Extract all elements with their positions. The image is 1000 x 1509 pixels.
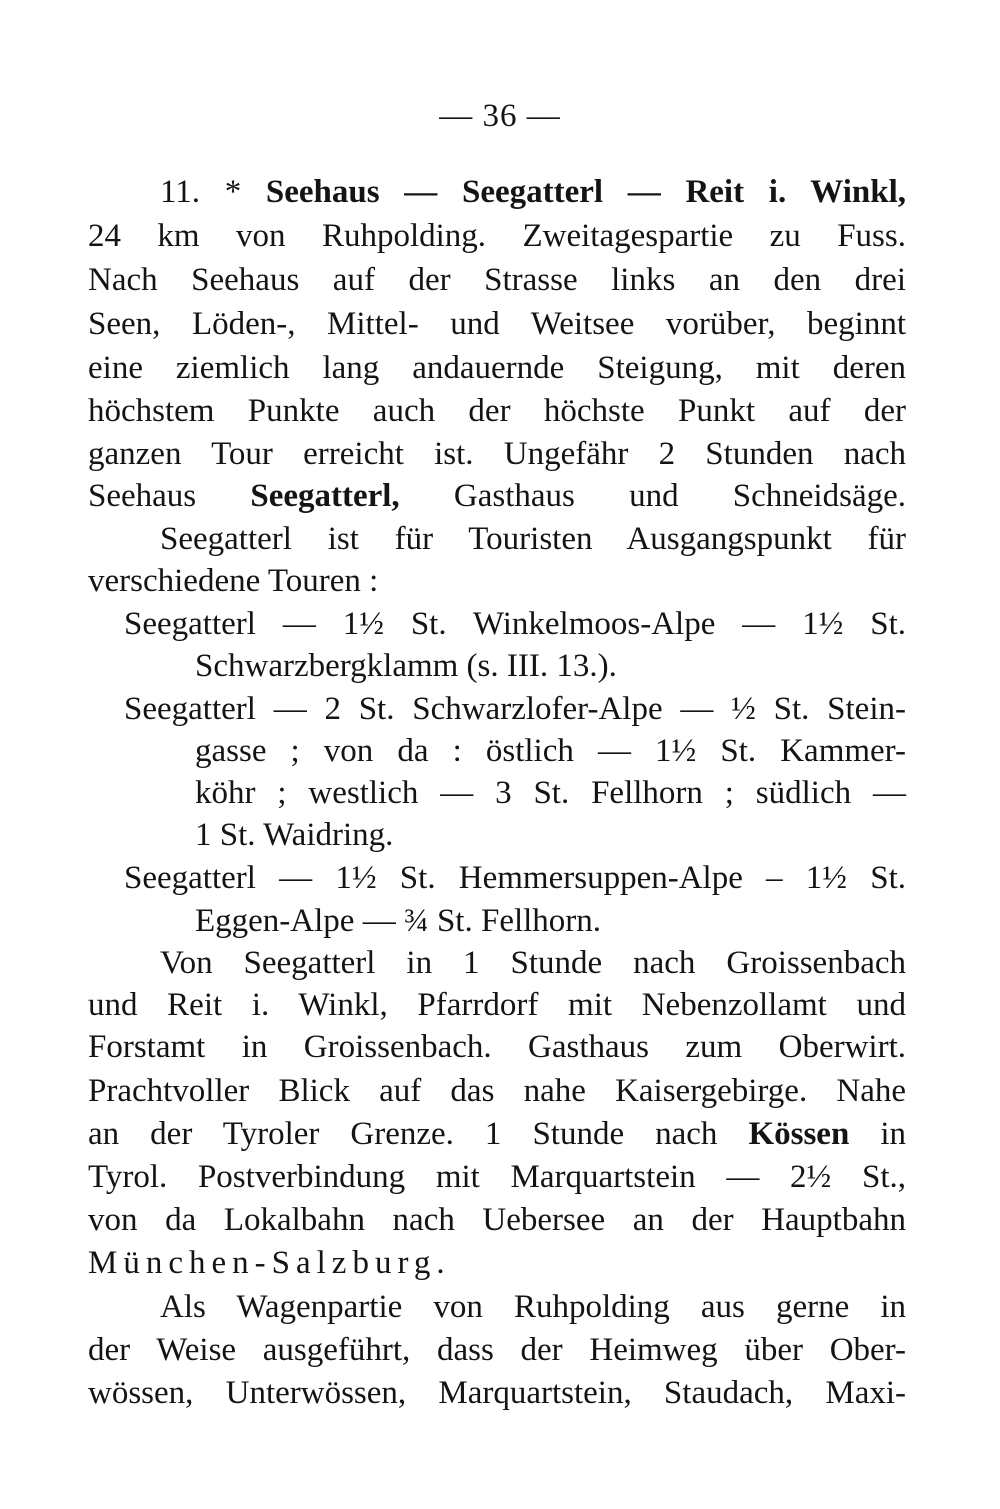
text-line: München-Salzburg. [88,1245,451,1281]
text-line: Seehaus Seegatterl, Gasthaus und Schneidsäge. [88,478,906,514]
text-line: verschiedene Touren : [88,563,379,599]
text-line: der Weise ausgeführt, dass der Heimweg über Ober- [88,1332,906,1368]
place-koessen: Kössen [748,1116,850,1152]
text-line: Von Seegatterl in 1 Stunde nach Groissenbach [160,945,906,981]
text-line: eine ziemlich lang andauernde Steigung, mit deren [88,350,906,386]
text-line: Nach Seehaus auf der Strasse links an den drei [88,262,906,298]
text-line: 1 St. Waidring. [195,817,394,853]
text-line: Als Wagenpartie von Ruhpolding aus gerne in [160,1289,906,1325]
text-line: Schwarzbergklamm (s. III. 13.). [195,648,617,684]
text-line: Seegatterl — 1½ St. Winkelmoos-Alpe — 1½ St. [124,606,906,642]
page-number: — 36 — [439,98,561,134]
text-line: Eggen-Alpe — ¾ St. Fellhorn. [195,903,602,939]
text-line: gasse ; von da : östlich — 1½ St. Kammer- [195,733,906,769]
text-line: Seen, Löden-, Mittel- und Weitsee vorüber, beginnt [88,306,906,342]
text-line: 24 km von Ruhpolding. Zweitagespartie zu Fuss. [88,218,906,254]
route-heading: Seehaus — Seegatterl — Reit i. Winkl, [265,174,906,210]
text-line: Forstamt in Groissenbach. Gasthaus zum Oberwirt. [88,1029,906,1065]
text-line: köhr ; westlich — 3 St. Fellhorn ; südlich — [195,775,906,811]
text-line: 11. * Seehaus — Seegatterl — Reit i. Winkl, [160,174,906,210]
text-line: ganzen Tour erreicht ist. Ungefähr 2 Stunden nach [88,436,906,472]
place-seegatterl: Seegatterl, [250,478,400,514]
text-line: Seegatterl — 1½ St. Hemmersuppen-Alpe – 1½ St. [124,860,906,896]
text-line: Seegatterl — 2 St. Schwarzlofer-Alpe — ½ St. Stein- [124,691,906,727]
text-line: wössen, Unterwössen, Marquartstein, Staudach, Maxi- [88,1375,906,1411]
text-line: von da Lokalbahn nach Uebersee an der Hauptbahn [88,1202,906,1238]
text-line: höchstem Punkte auch der höchste Punkt auf der [88,393,906,429]
text-line: und Reit i. Winkl, Pfarrdorf mit Nebenzollamt und [88,987,906,1023]
text-line: Tyrol. Postverbindung mit Marquartstein — 2½ St., [88,1159,906,1195]
text-line: Seegatterl ist für Touristen Ausgangspunkt für [160,521,906,557]
text-line: an der Tyroler Grenze. 1 Stunde nach Kössen in [88,1116,907,1152]
text-line: Prachtvoller Blick auf das nahe Kaisergebirge. Nahe [88,1073,906,1109]
